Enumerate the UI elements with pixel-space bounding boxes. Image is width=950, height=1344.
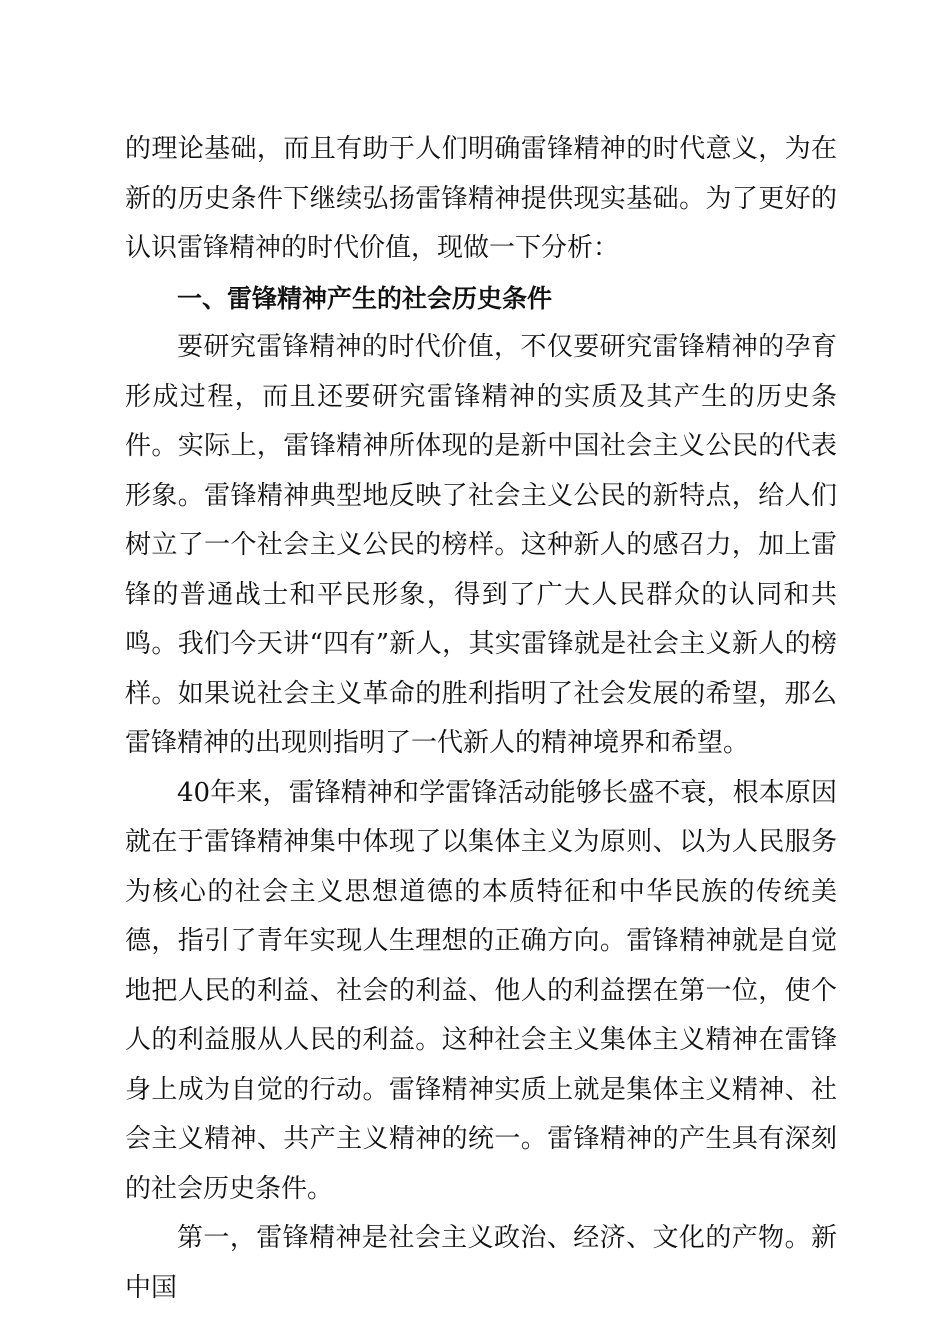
continuation-paragraph: 的理论基础，而且有助于人们明确雷锋精神的时代意义，为在新的历史条件下继续弘扬雷锋精神提供现实基础。为了更好的认识雷锋精神的时代价值，现做一下分析： xyxy=(125,134,837,263)
body-paragraph: 第一，雷锋精神是社会主义政治、经济、文化的产物。新中国 xyxy=(125,1223,837,1303)
body-paragraph: 要研究雷锋精神的时代价值，不仅要研究雷锋精神的孕育形成过程，而且还要研究雷锋精神的实质及其产生的历史条件。实际上，雷锋精神所体现的是新中国社会主义公民的代表形象。雷锋精神典型地反映了社会主义公民的新特点，给人们树立了一个社会主义公民的榜样。这种新人的感召力，加上雷锋的普通战士和平民形象，得到了广大人民群众的认同和共鸣。我们今天讲“四有”新人，其实雷锋就是社会主义新人的榜样。如果说社会主义革命的胜利指明了社会发展的希望，那么雷锋精神的出现则指明了一代新人的精神境界和希望。 xyxy=(125,332,837,758)
section-heading: 一、雷锋精神产生的社会历史条件 xyxy=(177,283,553,313)
document-body xyxy=(125,125,837,1313)
body-paragraph: 40年来，雷锋精神和学雷锋活动能够长盛不衰，根本原因就在于雷锋精神集中体现了以集体主义为原则、以为人民服务为核心的社会主义思想道德的本质特征和中华民族的传统美德，指引了青年实现人生理想的正确方向。雷锋精神就是自觉地把人民的利益、社会的利益、他人的利益摆在第一位，使个人的利益服从人民的利益。这种社会主义集体主义精神在雷锋身上成为自觉的行动。雷锋精神实质上就是集体主义精神、社会主义精神、共产主义精神的统一。雷锋精神的产生具有深刻的社会历史条件。 xyxy=(125,777,837,1204)
